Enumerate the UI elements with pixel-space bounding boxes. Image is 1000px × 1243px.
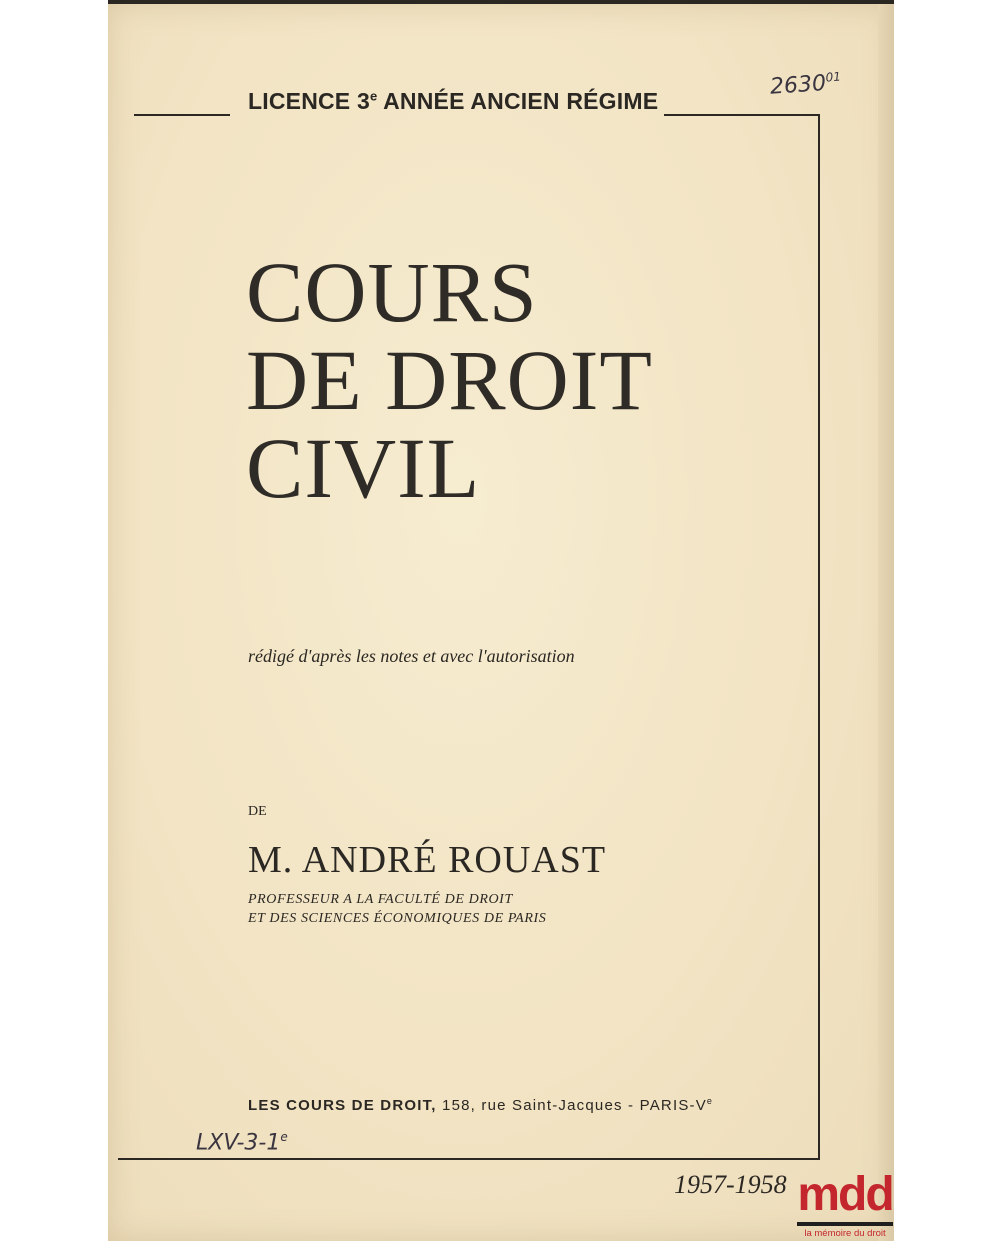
logo-bar [797, 1222, 893, 1226]
publisher-address-sup: e [706, 1096, 714, 1106]
handwritten-number-sup: 01 [825, 69, 842, 85]
header-rule-left [134, 114, 230, 116]
de-label: DE [248, 804, 267, 819]
publisher-address: 158, rue Saint-Jacques - PARIS-V [436, 1097, 707, 1114]
affiliation-line-2: ET DES SCIENCES ÉCONOMIQUES DE PARIS [248, 911, 547, 926]
publisher-name: LES COURS DE DROIT, [248, 1097, 437, 1114]
licence-sup: e [369, 88, 378, 104]
title-line-1: COURS [246, 244, 538, 340]
title-line-2: DE DROIT [246, 332, 653, 428]
header-rule-right [664, 114, 820, 116]
title-page [108, 4, 894, 1241]
logo-letters: mdd [797, 1168, 893, 1221]
subtitle: rédigé d'après les notes et avec l'autorisation [248, 646, 575, 666]
handwritten-number-text: 2630 [769, 70, 827, 100]
shelfmark-text: LXV-3-1 [196, 1130, 281, 1156]
author-name: M. ANDRÉ ROUAST [248, 839, 607, 881]
academic-year: 1957-1958 [674, 1170, 787, 1199]
page-title [246, 244, 653, 516]
title-line-3: CIVIL [246, 420, 481, 516]
frame-right-rule [818, 114, 820, 1160]
shelfmark-sup: e [280, 1130, 288, 1144]
page-right-edge [878, 4, 894, 1241]
frame-bottom-rule [118, 1158, 820, 1160]
licence-header [248, 88, 658, 115]
licence-rest: ANNÉE ANCIEN RÉGIME [377, 88, 659, 114]
logo-tagline: la mémoire du droit [804, 1228, 886, 1239]
mdd-logo [795, 1170, 895, 1240]
author-affiliation [248, 890, 546, 928]
handwritten-shelfmark [196, 1130, 288, 1155]
handwritten-number [769, 70, 842, 100]
publisher-line [248, 1096, 713, 1114]
licence-text: LICENCE 3 [248, 88, 370, 114]
affiliation-line-1: PROFESSEUR A LA FACULTÉ DE DROIT [248, 892, 513, 907]
